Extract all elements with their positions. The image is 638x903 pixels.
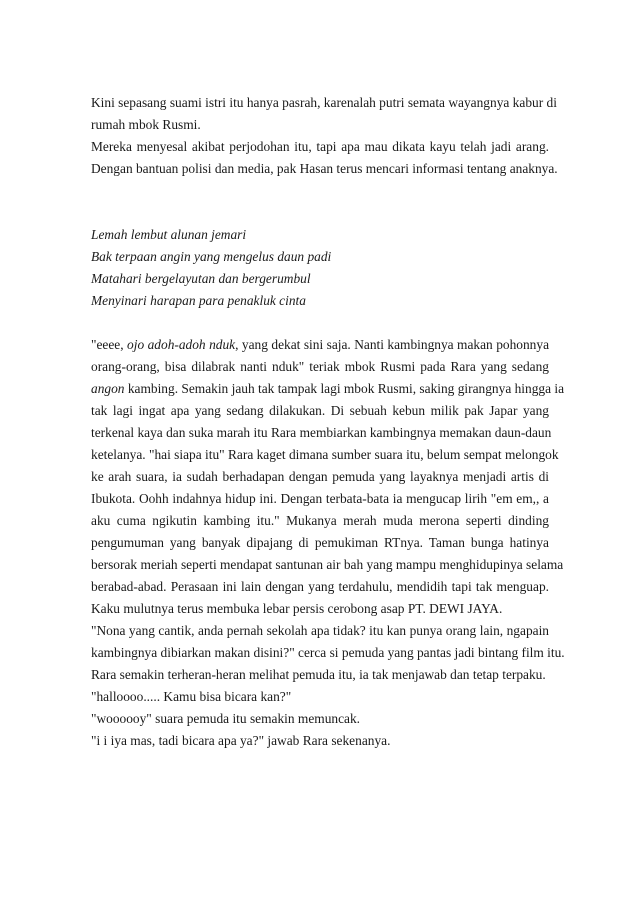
story-line [91, 337, 549, 353]
poem-line: Matahari bergelayutan dan bergerumbul [91, 271, 311, 286]
story-line: bersorak meriah seperti mendapat santunan air bah yang mampu menghidupinya selama [91, 557, 564, 572]
dialogue-line: "woooooy" suara pemuda itu semakin memuncak. [91, 711, 361, 726]
dialogue-line: "i i iya mas, tadi bicara apa ya?" jawab Rara sekenanya. [91, 733, 391, 748]
story-text: "eeee, [91, 337, 128, 352]
story-line: ke arah suara, ia sudah berhadapan dengan pemuda yang layaknya menjadi artis di [91, 469, 549, 484]
story-line: Kaku mulutnya terus membuka lebar persis cerobong asap PT. DEWI JAYA. [91, 601, 503, 616]
poem-line: Menyinari harapan para penakluk cinta [91, 293, 306, 308]
dialogue-line: "Nona yang cantik, anda pernah sekolah apa tidak? itu kan punya orang lain, ngapain [91, 623, 549, 638]
story-line: terkenal kaya dan suka marah itu Rara membiarkan kambingnya memakan daun-daun [91, 425, 552, 440]
story-line: orang-orang, bisa dilabrak nanti nduk" teriak mbok Rusmi pada Rara yang sedang [91, 359, 549, 374]
paragraph-line: Kini sepasang suami istri itu hanya pasrah, karenalah putri semata wayangnya kabur di [91, 95, 557, 110]
story-text: kambing. Semakin jauh tak tampak lagi mbok Rusmi, saking girangnya hingga ia [124, 381, 565, 396]
dialogue-line: kambingnya dibiarkan makan disini?" cerca si pemuda yang pantas jadi bintang film itu. [91, 645, 565, 660]
story-line: pengumuman yang banyak dipajang di pemukiman RTnya. Taman bunga hatinya [91, 535, 549, 550]
story-line: Ibukota. Oohh indahnya hidup ini. Dengan terbata-bata ia mengucap lirih "em em,, a [91, 491, 549, 506]
paragraph-line: rumah mbok Rusmi. [91, 117, 201, 132]
paragraph-line: Dengan bantuan polisi dan media, pak Hasan terus mencari informasi tentang anaknya. [91, 161, 558, 176]
story-line: tak lagi ingat apa yang sedang dilakukan. Di sebuah kebun milik pak Japar yang [91, 403, 549, 418]
story-italic-text: angon [91, 381, 125, 396]
poem-line: Lemah lembut alunan jemari [91, 227, 247, 242]
story-line [91, 381, 565, 397]
paragraph-line: Mereka menyesal akibat perjodohan itu, tapi apa mau dikata kayu telah jadi arang. [91, 139, 549, 154]
story-line: aku cuma ngikutin kambing itu." Mukanya merah muda merona seperti dinding [91, 513, 549, 528]
story-line: berabad-abad. Perasaan ini lain dengan yang terdahulu, mendidih tapi tak menguap. [91, 579, 549, 594]
story-text: , yang dekat sini saja. Nanti kambingnya makan pohonnya [235, 337, 550, 352]
story-italic-text: ojo adoh-adoh nduk [127, 337, 236, 352]
dialogue-line: Rara semakin terheran-heran melihat pemuda itu, ia tak menjawab dan tetap terpaku. [91, 667, 546, 682]
poem-line: Bak terpaan angin yang mengelus daun padi [91, 249, 332, 264]
story-line: ketelanya. "hai siapa itu" Rara kaget dimana sumber suara itu, belum sempat melongok [91, 447, 559, 462]
dialogue-line: "halloooo..... Kamu bisa bicara kan?" [91, 689, 292, 704]
